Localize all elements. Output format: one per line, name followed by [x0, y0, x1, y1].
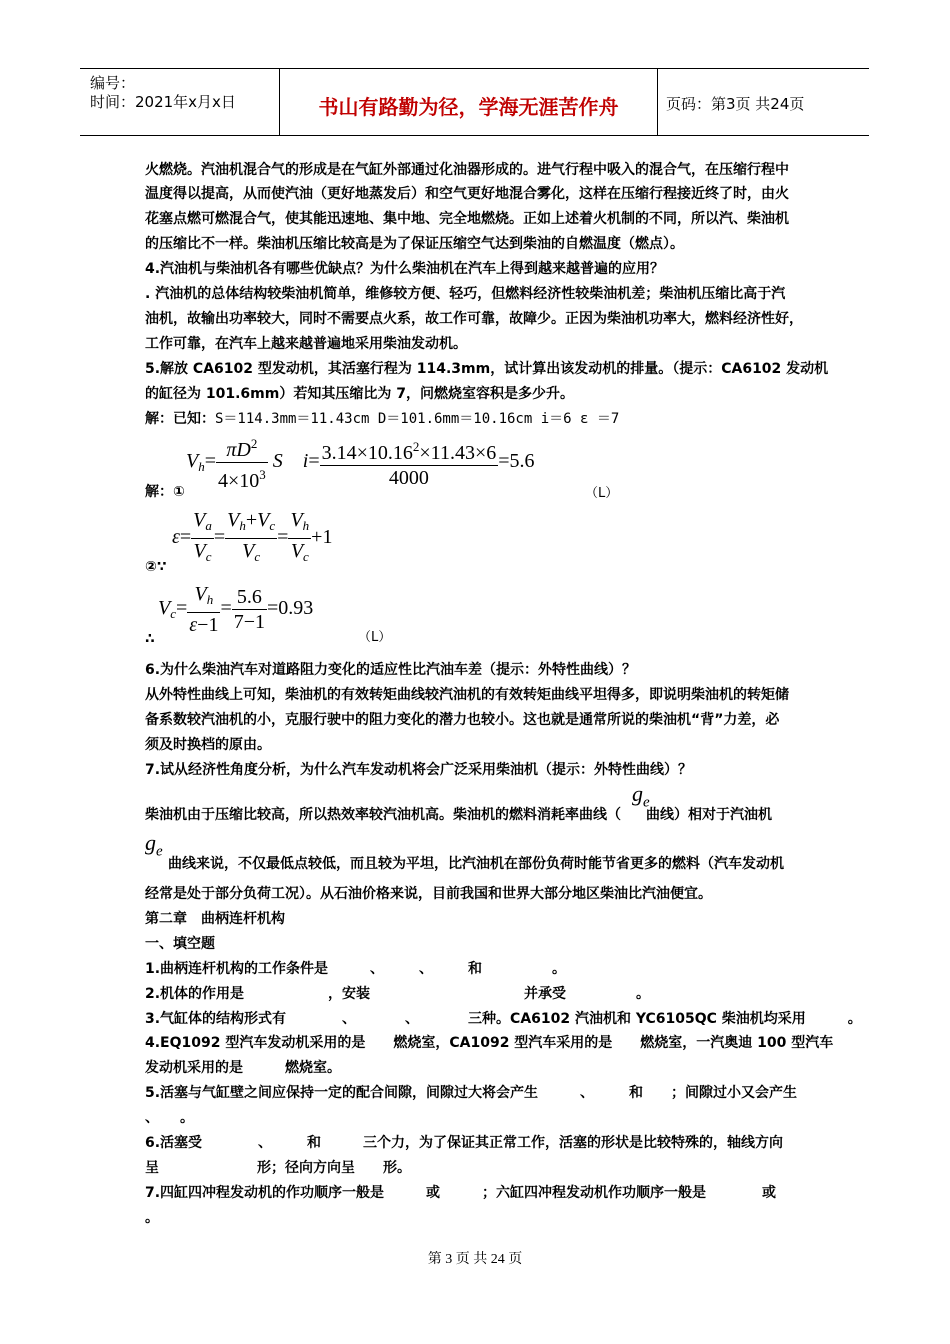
ge-symbol: $g_e$ [145, 830, 163, 860]
date-label: 时间：2021年x月x日 [90, 93, 236, 111]
fill-blank-6: 6.活塞受 、 和 三个力，为了保证其正常工作，活塞的形状是比较特殊的，轴线方向 [145, 1135, 784, 1151]
fill-blank-7: 7.四缸四冲程发动机的作功顺序一般是 或 ；六缸四冲程发动机作功顺序一般是 或 [145, 1185, 777, 1201]
vc-denominator: 7−1 [233, 611, 266, 633]
vc-numerator: 5.6 [232, 585, 267, 610]
text-line: 。 [145, 1210, 159, 1226]
text-line: 的压缩比不一样。柴油机压缩比较高是为了保证压缩空气达到柴油的自燃温度（燃点）。 [145, 236, 684, 252]
text-line: 花塞点燃可燃混合气，使其能迅速地、集中地、完全地燃烧。正如上述着火机制的不同，所以汽、柴油机 [145, 211, 789, 227]
header-table [80, 68, 869, 136]
text-line: 发动机采用的是 燃烧室。 [145, 1060, 341, 1076]
given-values [145, 409, 619, 429]
question-5: 5.解放 CA6102 型发动机，其活塞行程为 114.3mm，试计算出该发动机的排量。（提示：CA6102 发动机 [145, 361, 829, 377]
header-right-cell [658, 69, 869, 135]
text-line: 油机，故输出功率较大，同时不需要点火系，故工作可靠，故障少。正因为柴油机功率大，燃料经济性好， [145, 311, 803, 327]
header-left-cell [80, 69, 280, 135]
document-number-label: 编号： [90, 74, 136, 92]
page-counter: 页码：第3页 共24页 [666, 95, 805, 113]
text-line: 备系数较汽油机的小，克服行驶中的阻力变化的潜力也较小。这也就是通常所说的柴油机“背”力差，必 [145, 712, 780, 728]
text-line: 火燃烧。汽油机混合气的形成是在气缸外部通过化油器形成的。进气行程中吸入的混合气，在压缩行程中 [145, 162, 789, 178]
unit-liter: （L） [585, 486, 619, 501]
text-line: 呈 形；径向方向呈 形。 [145, 1160, 411, 1176]
question-6: 6.为什么柴油汽车对道路阻力变化的适应性比汽油车差（提示：外特性曲线）？ [145, 662, 637, 678]
vh-denominator: 4×10 [218, 470, 260, 492]
text-line: 温度得以提高，从而使汽油（更好地蒸发后）和空气更好地混合雾化，这样在压缩行程接近终了时，由火 [145, 186, 789, 202]
question-7: 7.试从经济性角度分析，为什么汽车发动机将会广泛采用柴油机（提示：外特性曲线）？ [145, 762, 693, 778]
i-denominator: 4000 [388, 467, 429, 489]
text-line: 柴油机由于压缩比较高，所以热效率较汽油机高。柴油机的燃料消耗率曲线（ 曲线）相对于汽油机 [145, 807, 772, 823]
fill-blank-5: 5.活塞与气缸壁之间应保持一定的配合间隙，间隙过大将会产生 、 和 ；间隙过小又会产生 [145, 1085, 798, 1101]
text-line: 、 。 [145, 1110, 194, 1126]
therefore-symbol: ∴ [145, 631, 155, 647]
text-line: 从外特性曲线上可知，柴油机的有效转矩曲线较汽油机的有效转矩曲线平坦得多，即说明柴油机的转矩储 [145, 687, 789, 703]
fill-blank-2: 2.机体的作用是 ，安装 并承受 。 [145, 986, 651, 1002]
text-line: . 汽油机的总体结构较柴油机简单，维修较方便、轻巧，但燃料经济性较柴油机差；柴油机压缩比高于汽 [145, 286, 786, 302]
text-line: 经常是处于部分负荷工况）。从石油价格来说，目前我国和世界大部分地区柴油比汽油便宜。 [145, 886, 712, 902]
section-heading: 一、填空题 [145, 936, 215, 952]
unit-liter: （L） [358, 630, 392, 645]
text-line: 须及时换档的原由。 [145, 737, 271, 753]
text-line: 的缸径为 101.6mm）若知其压缩比为 7，问燃烧室容积是多少升。 [145, 386, 574, 402]
compression-ratio-equation: ε= $\frac{V_a}{V_c}$ = $\frac{V_h+V_c}{V_c}$ = $\frac{V_h}{V_c}$ +1 [172, 509, 333, 564]
displacement-equation: $V_h=$ $\frac{\pi D^2}{4\times 10^3}$ S i= $\frac{3.14\times 10.16^2\times 11.43\times 6}{4000}$ =5.6 [186, 432, 535, 493]
i-numerator: 3.14×10.16 [321, 442, 413, 464]
solution-step-1: 解：① [145, 484, 185, 500]
given-label: 解：已知： [145, 411, 215, 427]
text-line: 工作可靠，在汽车上越来越普遍地采用柴油发动机。 [145, 336, 467, 352]
chapter-heading: 第二章 曲柄连杆机构 [145, 911, 285, 927]
motto: 书山有路勤为径，学海无涯苦作舟 [318, 95, 619, 119]
fill-blank-3: 3.气缸体的结构形式有 、 、 三种。CA6102 汽油机和 YC6105QC 柴油机均采用 。 [145, 1011, 862, 1027]
chamber-volume-result: =0.93 [267, 597, 314, 620]
vh-numerator: πD [226, 439, 251, 461]
chamber-volume-equation: $V_c=$ $\frac{V_h}{\varepsilon-1}$ = $\frac{5.6}{7-1}$ =0.93 [158, 583, 314, 636]
question-4: 4.汽油机与柴油机各有哪些优缺点？为什么柴油机在汽车上得到越来越普遍的应用？ [145, 261, 665, 277]
fill-blank-4: 4.EQ1092 型汽车发动机采用的是 燃烧室，CA1092 型汽车采用的是 燃烧室，一汽奥迪 100 型汽车 [145, 1035, 834, 1051]
page-footer: 第 3 页 共 24 页 [427, 1252, 523, 1267]
header-middle-cell [280, 69, 658, 135]
given-data: S＝114.3mm＝11.43cm D＝101.6mm＝10.16cm i＝6 ε ＝7 [215, 411, 620, 427]
text-line: 曲线来说，不仅最低点较低，而且较为平坦，比汽油机在部份负荷时能节省更多的燃料（汽车发动机 [168, 856, 784, 872]
solution-step-2: ②∵ [145, 559, 167, 575]
fill-blank-1: 1.曲柄连杆机构的工作条件是 、 、 和 。 [145, 961, 567, 977]
displacement-result: =5.6 [498, 450, 535, 473]
ge-symbol: $g_e$ [632, 781, 650, 811]
